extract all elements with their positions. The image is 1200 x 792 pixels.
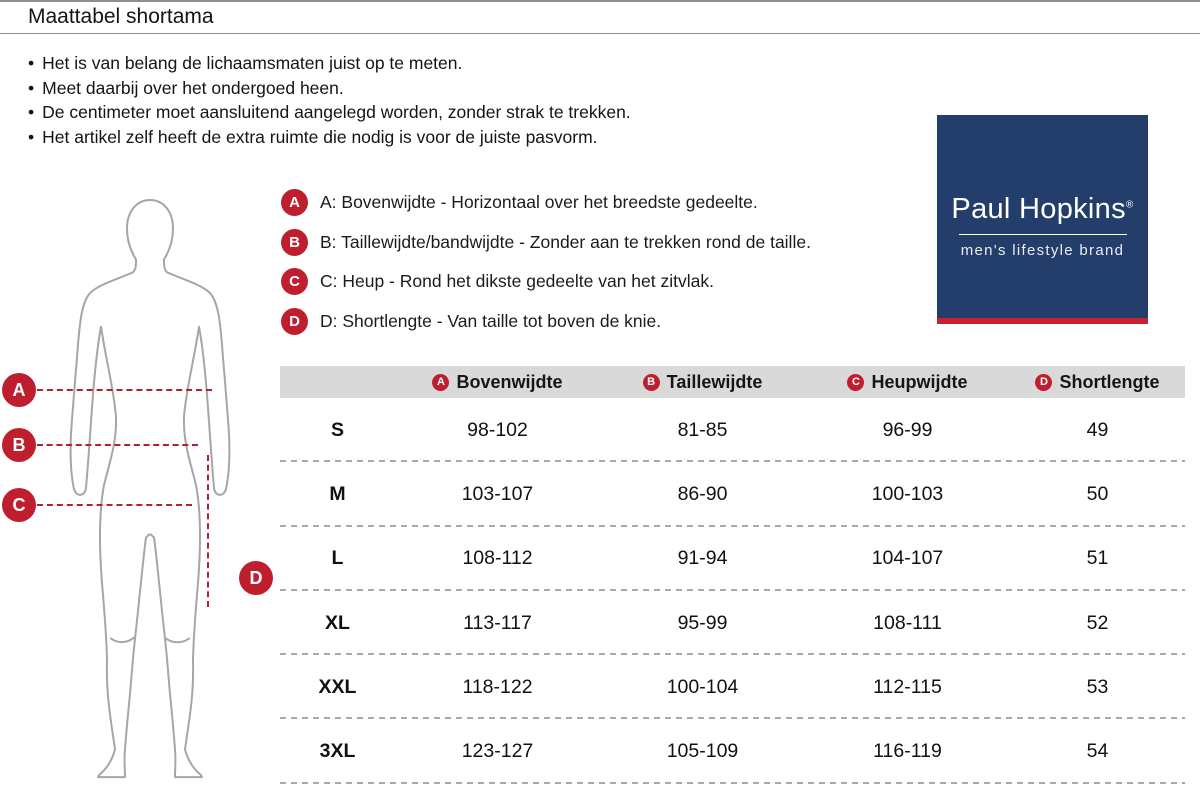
figure-marker-d: D: [239, 561, 273, 595]
table-cell: 112-115: [873, 675, 942, 698]
figure-marker-b: B: [2, 428, 36, 462]
hip-measure-line: [37, 504, 192, 506]
header-badge-c: C: [847, 374, 864, 391]
size-table-header: [280, 366, 1185, 398]
table-cell: 108-111: [873, 611, 942, 634]
legend-item: [281, 262, 811, 302]
instruction-text: Het artikel zelf heeft de extra ruimte die nodig is voor de juiste pasvorm.: [42, 126, 598, 147]
header-label: Shortlengte: [1059, 371, 1160, 392]
bullet-icon: [28, 76, 42, 101]
table-cell: 118-122: [462, 675, 533, 698]
header-cell-shortlengte: [1010, 372, 1185, 393]
header-badge-d: D: [1035, 374, 1052, 391]
bullet-icon: [28, 125, 42, 150]
table-cell: 91-94: [677, 547, 728, 570]
instruction-item: [28, 100, 631, 125]
measurement-legend: [281, 183, 811, 341]
brand-name-text: Paul Hopkins: [951, 192, 1126, 225]
registered-trademark-icon: ®: [1125, 198, 1134, 210]
table-cell: 98-102: [467, 418, 528, 441]
table-cell: 103-107: [461, 482, 534, 505]
instruction-text: Het is van belang de lichaamsmaten juist op te meten.: [42, 53, 463, 73]
table-cell: 96-99: [882, 418, 933, 441]
size-cell: S: [330, 418, 344, 441]
table-cell: 50: [1086, 482, 1109, 505]
body-silhouette-figure: [30, 197, 270, 791]
header-label: Taillewijdte: [666, 371, 763, 392]
table-cell: 113-117: [463, 611, 532, 634]
chest-measure-line: [37, 389, 212, 391]
logo-divider: [959, 234, 1127, 235]
instruction-item: [28, 125, 631, 150]
header-label: Heupwijdte: [871, 371, 968, 392]
table-cell: 116-119: [873, 740, 942, 763]
legend-item: [281, 302, 811, 342]
table-cell: 51: [1086, 547, 1109, 570]
figure-marker-a: A: [2, 373, 36, 407]
header-cell-taillewijdte: [600, 372, 805, 393]
size-cell: M: [329, 482, 346, 505]
table-cell: 95-99: [677, 611, 728, 634]
bullet-icon: [28, 100, 42, 125]
page-title: Maattabel shortama: [28, 5, 214, 28]
waist-measure-line: [37, 444, 198, 446]
legend-text: D: Shortlengte - Van taille tot boven de knie.: [320, 310, 662, 331]
table-cell: 54: [1086, 740, 1109, 763]
title-divider: [0, 33, 1200, 34]
size-table: [280, 366, 1185, 784]
brand-name: [951, 193, 1133, 226]
table-cell: 100-103: [871, 482, 944, 505]
table-cell: 49: [1086, 418, 1109, 441]
header-badge-a: A: [432, 374, 449, 391]
header-cell-bovenwijdte: [395, 372, 600, 393]
legend-badge-d: D: [281, 308, 308, 335]
legend-badge-a: A: [281, 189, 308, 216]
table-row: [280, 462, 1185, 526]
table-cell: 53: [1086, 675, 1109, 698]
legend-text: A: Bovenwijdte - Horizontaal over het breedste gedeelte.: [320, 192, 758, 213]
table-row: [280, 719, 1185, 783]
table-cell: 104-107: [871, 547, 944, 570]
table-cell: 52: [1086, 611, 1109, 634]
brand-tagline: men's lifestyle brand: [960, 241, 1125, 259]
legend-badge-c: C: [281, 268, 308, 295]
table-row: [280, 655, 1185, 719]
top-divider: [0, 0, 1200, 2]
table-cell: 108-112: [462, 547, 533, 570]
short-length-measure-line: [207, 455, 209, 607]
header-label: Bovenwijdte: [456, 371, 563, 392]
legend-badge-b: B: [281, 229, 308, 256]
brand-logo: [937, 115, 1148, 324]
table-row: [280, 591, 1185, 655]
table-cell: 81-85: [677, 418, 728, 441]
figure-marker-c: C: [2, 488, 36, 522]
logo-box: [937, 115, 1148, 318]
logo-accent-bar: [937, 318, 1148, 324]
table-cell: 100-104: [666, 675, 739, 698]
legend-item: [281, 183, 811, 223]
size-cell: XXL: [318, 675, 357, 698]
table-cell: 86-90: [677, 482, 728, 505]
table-cell: 105-109: [666, 740, 739, 763]
legend-text: B: Taillewijdte/bandwijdte - Zonder aan te trekken rond de taille.: [320, 231, 811, 252]
instruction-item: [28, 76, 631, 101]
instruction-item: [28, 51, 631, 76]
measuring-instructions: [28, 51, 631, 149]
size-cell: L: [331, 547, 344, 570]
legend-text: C: Heup - Rond het dikste gedeelte van het zitvlak.: [320, 271, 714, 292]
table-row: [280, 398, 1185, 462]
instruction-text: Meet daarbij over het ondergoed heen.: [42, 77, 344, 98]
header-cell-heupwijdte: [805, 372, 1010, 393]
bullet-icon: [28, 51, 42, 76]
size-cell: XL: [325, 611, 350, 634]
table-cell: 123-127: [461, 740, 534, 763]
header-badge-b: B: [643, 374, 660, 391]
table-row: [280, 527, 1185, 591]
legend-item: [281, 223, 811, 263]
instruction-text: De centimeter moet aansluitend aangelegd worden, zonder strak te trekken.: [42, 102, 631, 123]
size-cell: 3XL: [319, 740, 356, 763]
size-table-body: [280, 398, 1185, 784]
